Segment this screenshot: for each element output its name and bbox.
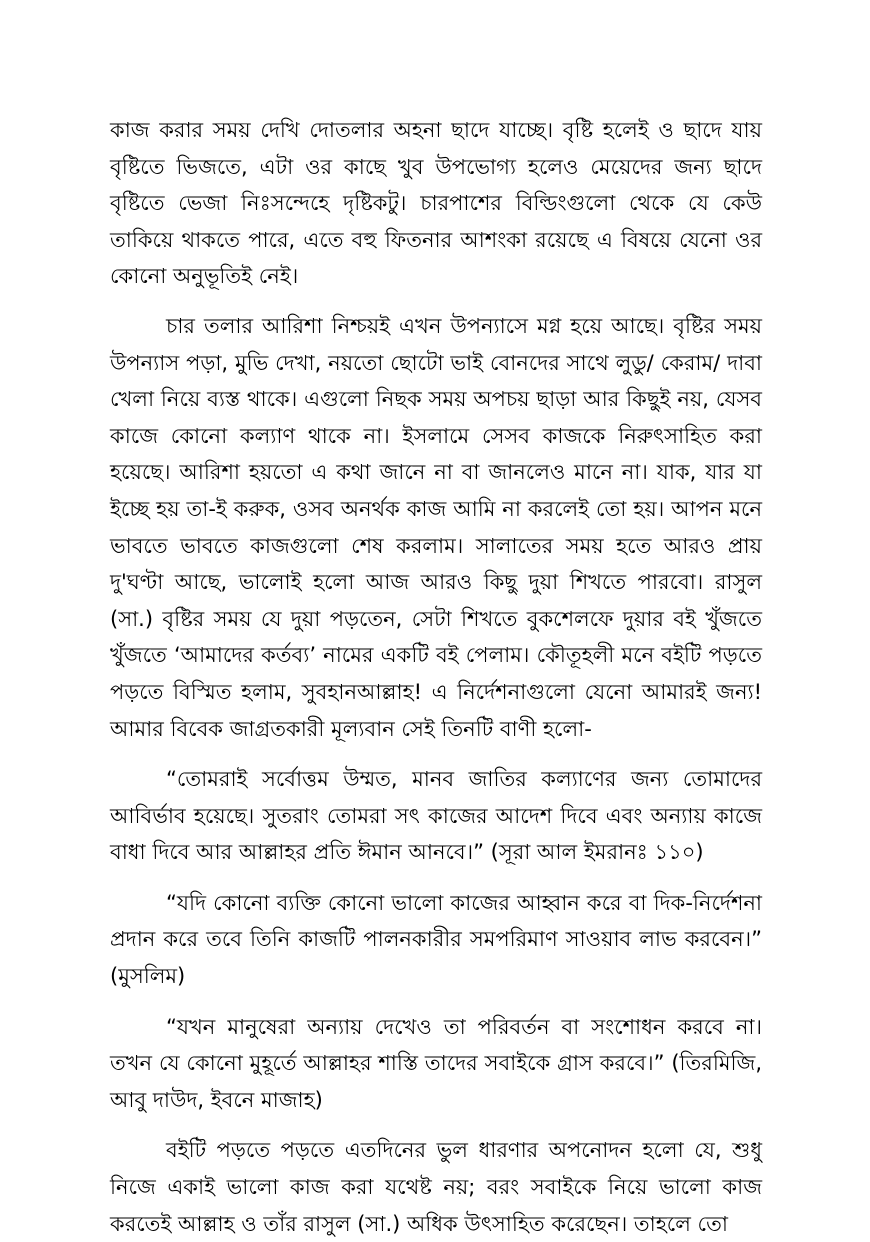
paragraph-lesson-learned: বইটি পড়তে পড়তে এতদিনের ভুল ধারণার অপনোদন হলো যে, শুধু নিজে একাই ভালো কাজ করা যথেষ্ট নয়; বরং সবাইকে নিয়ে ভালো কাজ করতেই আল্লাহ ও তাঁর রাসুল (সা.) অধিক উৎসাহিত করেছেন। তাহলে তো bbox=[110, 1138, 762, 1236]
paragraph-rooftop-rain: কাজ করার সময় দেখি দোতলার অহনা ছাদে যাচ্ছে। বৃষ্টি হলেই ও ছাদে যায় বৃষ্টিতে ভিজতে, এটা ওর কাছে খুব উপভোগ্য হলেও মেয়েদের জন্য ছাদে বৃষ্টিতে ভেজা নিঃসন্দেহে দৃষ্টিকটু। চারপাশের বিল্ডিংগুলো থেকে যে কেউ তাকিয়ে থাকতে পারে, এতে বহু ফিতনার আশংকা রয়েছে এ বিষয়ে যেনো ওর কোনো অনুভূতিই নেই। bbox=[110, 118, 762, 289]
paragraph-arisha-reflection: চার তলার আরিশা নিশ্চয়ই এখন উপন্যাসে মগ্ন হয়ে আছে। বৃষ্টির সময় উপন্যাস পড়া, মুভি দেখা, নয়তো ছোটো ভাই বোনদের সাথে লুডু/ কেরাম/ দাবা খেলা নিয়ে ব্যস্ত থাকে। এগুলো নিছক সময় অপচয় ছাড়া আর কিছুই নয়, যেসব কাজে কোনো কল্যাণ থাকে না। ইসলামে সেসব কাজকে নিরুৎসাহিত করা হয়েছে। আরিশা হয়তো এ কথা জানে না বা জানলেও মানে না। যাক, যার যা ইচ্ছে হয় তা-ই করুক, ওসব অনর্থক কাজ আমি না করলেই তো হয়। আপন মনে ভাবতে ভাবতে কাজগুলো শেষ করলাম। সালাতের সময় হতে আরও প্রায় দু'ঘণ্টা আছে, ভালোই হলো আজ আরও কিছু দুয়া শিখতে পারবো। রাসুল (সা.) বৃষ্টির সময় যে দুয়া পড়তেন, সেটা শিখতে বুকশেলফে দুয়ার বই খুঁজতে খুঁজতে ‘আমাদের কর্তব্য’ নামের একটি বই পেলাম। কৌতূহলী মনে বইটি পড়তে পড়তে বিস্মিত হলাম, সুবহানআল্লাহ! এ নির্দেশনাগুলো যেনো আমারই জন্য! আমার বিবেক জাগ্রতকারী মূল্যবান সেই তিনটি বাণী হলো- bbox=[110, 313, 762, 741]
quote-muslim: “যদি কোনো ব্যক্তি কোনো ভালো কাজের আহ্বান করে বা দিক-নির্দেশনা প্রদান করে তবে তিনি কাজটি পালনকারীর সমপরিমাণ সাওয়াব লাভ করবেন।” (মুসলিম) bbox=[110, 890, 762, 989]
quote-tirmidhi: “যখন মানুষেরা অন্যায় দেখেও তা পরিবর্তন বা সংশোধন করবে না। তখন যে কোনো মুহূর্তে আল্লাহর শাস্তি তাদের সবাইকে গ্রাস করবে।” (তিরমিজি, আবু দাউদ, ইবনে মাজাহ) bbox=[110, 1014, 762, 1112]
book-page bbox=[110, 112, 762, 1242]
quote-surah-al-imran: “তোমরাই সর্বোত্তম উম্মত, মানব জাতির কল্যাণের জন্য তোমাদের আবির্ভাব হয়েছে। সুতরাং তোমরা সৎ কাজের আদেশ দিবে এবং অন্যায় কাজে বাধা দিবে আর আল্লাহর প্রতি ঈমান আনবে।” (সূরা আল ইমরানঃ ১১০) bbox=[110, 767, 762, 865]
